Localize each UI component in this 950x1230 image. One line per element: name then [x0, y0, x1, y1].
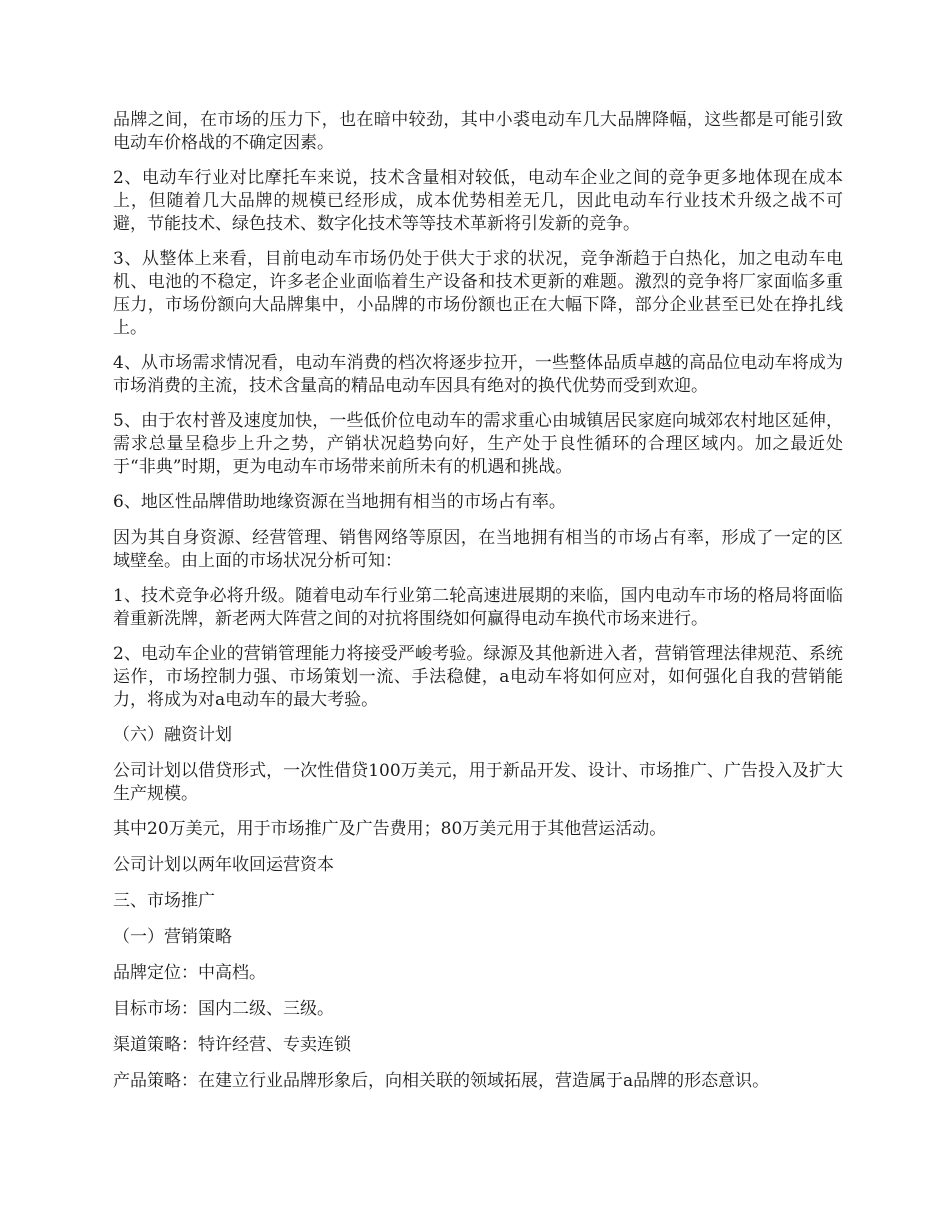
paragraph-channel-strategy: 渠道策略：特许经营、专卖连锁: [113, 1035, 351, 1055]
paragraph-item-5-rural: 5、由于农村普及速度加快，一些低价位电动车的需求重心由城镇居民家庭向城郊农村地区延伸，需求总量呈稳步上升之势，产销状况趋势向好，生产处于良性循环的合理区域内。加之最近处于“非典”时期，更为电动车市场带来前所未有的机遇和挑战。: [113, 411, 843, 477]
paragraph-price-war: 品牌之间，在市场的压力下，也在暗中较劲，其中小裘电动车几大品牌降幅，这些都是可能引致电动车价格战的不确定因素。: [113, 110, 843, 153]
section-heading-financing: （六）融资计划: [113, 725, 232, 745]
paragraph-item-3-supply: 3、从整体上来看，目前电动车市场仍处于供大于求的状况，竞争渐趋于白热化，加之电动车电机、电池的不稳定，许多老企业面临着生产设备和技术更新的难题。激烈的竞争将厂家面临多重压力，市场份额向大品牌集中，小品牌的市场份额也正在大幅下降，部分企业甚至已处在挣扎线上。: [113, 249, 843, 338]
paragraph-item-6-regional: 6、地区性品牌借助地缘资源在当地拥有相当的市场占有率。: [113, 492, 566, 512]
section-heading-strategy: （一）营销策略: [113, 927, 232, 947]
paragraph-regional-barrier: 因为其自身资源、经营管理、销售网络等原因，在当地拥有相当的市场占有率，形成了一定的区域壁垒。由上面的市场状况分析可知：: [113, 528, 843, 571]
paragraph-loan-plan: 公司计划以借贷形式，一次性借贷100万美元，用于新品开发、设计、市场推广、广告投入及扩大生产规模。: [113, 761, 843, 804]
paragraph-conclusion-2: 2、电动车企业的营销管理能力将接受严峻考验。绿源及其他新进入者，营销管理法律规范、系统运作，市场控制力强、市场策划一流、手法稳健，a电动车将如何应对，如何强化自我的营销能力，将成为对a电动车的最大考验。: [113, 644, 843, 710]
paragraph-target-market: 目标市场：国内二级、三级。: [113, 999, 334, 1019]
paragraph-product-strategy: 产品策略：在建立行业品牌形象后，向相关联的领域拓展，营造属于a品牌的形态意识。: [113, 1071, 770, 1091]
paragraph-brand-positioning: 品牌定位：中高档。: [113, 963, 266, 983]
section-heading-marketing: 三、市场推广: [113, 891, 215, 911]
paragraph-conclusion-1: 1、技术竞争必将升级。随着电动车行业第二轮高速进展期的来临，国内电动车市场的格局将面临着重新洗牌，新老两大阵营之间的对抗将围绕如何赢得电动车换代市场来进行。: [113, 586, 843, 629]
paragraph-item-2-technology: 2、电动车行业对比摩托车来说，技术含量相对较低，电动车企业之间的竞争更多地体现在成本上，但随着几大品牌的规模已经形成，成本优势相差无几，因此电动车行业技术升级之战不可避，节能技术、绿色技术、数字化技术等等技术革新将引发新的竞争。: [113, 168, 843, 234]
paragraph-item-4-demand: 4、从市场需求情况看，电动车消费的档次将逐步拉开，一些整体品质卓越的高品位电动车将成为市场消费的主流，技术含量高的精品电动车因具有绝对的换代优势而受到欢迎。: [113, 353, 843, 396]
document-body: [113, 109, 843, 1106]
paragraph-payback: 公司计划以两年收回运营资本: [113, 855, 334, 875]
paragraph-fund-allocation: 其中20万美元，用于市场推广及广告费用；80万美元用于其他营运活动。: [113, 819, 667, 839]
